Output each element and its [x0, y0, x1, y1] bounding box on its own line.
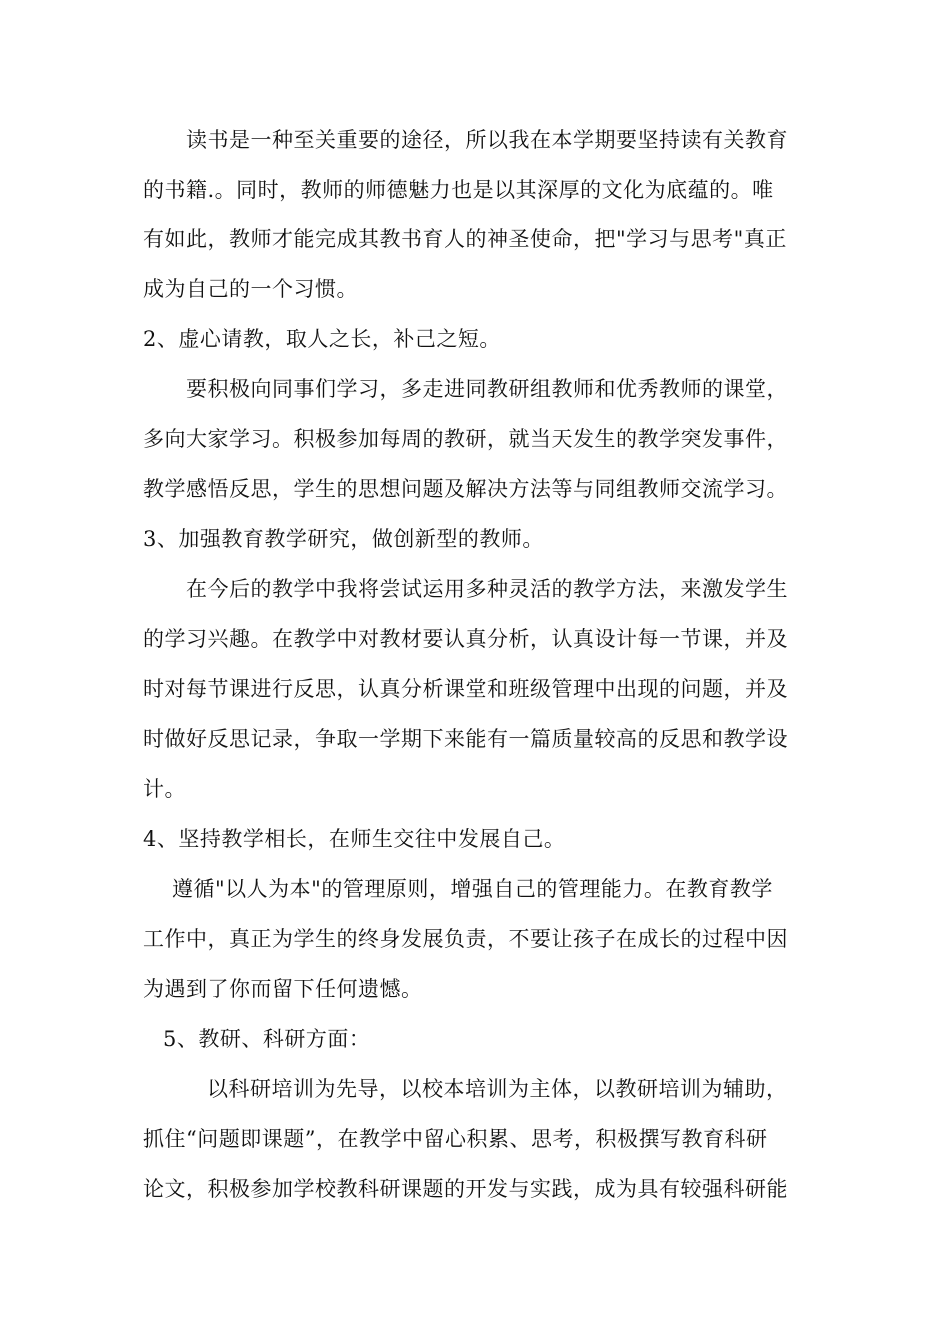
para5-line1: 以科研培训为先导，以校本培训为主体，以教研培训为辅助，: [207, 1077, 788, 1101]
para1-line1: 读书是一种至关重要的途径，所以我在本学期要坚持读有关教育: [186, 128, 788, 152]
para4-line3: 为遇到了你而留下任何遗憾。: [143, 977, 423, 1001]
para2-line3: 教学感悟反思，学生的思想问题及解决方法等与同组教师交流学习。: [143, 477, 788, 501]
heading-4: 4、坚持教学相长，在师生交往中发展自己。: [143, 827, 566, 851]
heading-5: 5、教研、科研方面：: [163, 1027, 371, 1051]
para3-line1: 在今后的教学中我将尝试运用多种灵活的教学方法，来激发学生: [186, 577, 788, 601]
heading-2: 2、虚心请教，取人之长，补己之短。: [143, 327, 501, 351]
para5-line3: 论文，积极参加学校教科研课题的开发与实践，成为具有较强科研能: [143, 1177, 788, 1201]
para1-line2: 的书籍.。同时，教师的师德魅力也是以其深厚的文化为底蕴的。唯: [143, 178, 774, 202]
para3-line5: 计。: [143, 777, 186, 801]
para2-line2: 多向大家学习。积极参加每周的教研，就当天发生的教学突发事件，: [143, 427, 788, 451]
heading-3: 3、加强教育教学研究，做创新型的教师。: [143, 527, 544, 551]
para4-line2: 工作中，真正为学生的终身发展负责，不要让孩子在成长的过程中因: [143, 927, 788, 951]
para3-line4: 时做好反思记录，争取一学期下来能有一篇质量较高的反思和教学设: [143, 727, 788, 751]
para2-line1: 要积极向同事们学习，多走进同教研组教师和优秀教师的课堂，: [186, 377, 788, 401]
para3-line3: 时对每节课进行反思，认真分析课堂和班级管理中出现的问题，并及: [143, 677, 788, 701]
para1-line3: 有如此，教师才能完成其教书育人的神圣使命，把"学习与思考"真正: [143, 227, 787, 251]
para1-line4: 成为自己的一个习惯。: [143, 277, 358, 301]
para4-line1: 遵循"以人为本"的管理原则，增强自己的管理能力。在教育教学: [172, 877, 773, 901]
para5-line2: 抓住“问题即课题”，在教学中留心积累、思考，积极撰写教育科研: [143, 1127, 768, 1151]
para3-line2: 的学习兴趣。在教学中对教材要认真分析，认真设计每一节课，并及: [143, 627, 788, 651]
